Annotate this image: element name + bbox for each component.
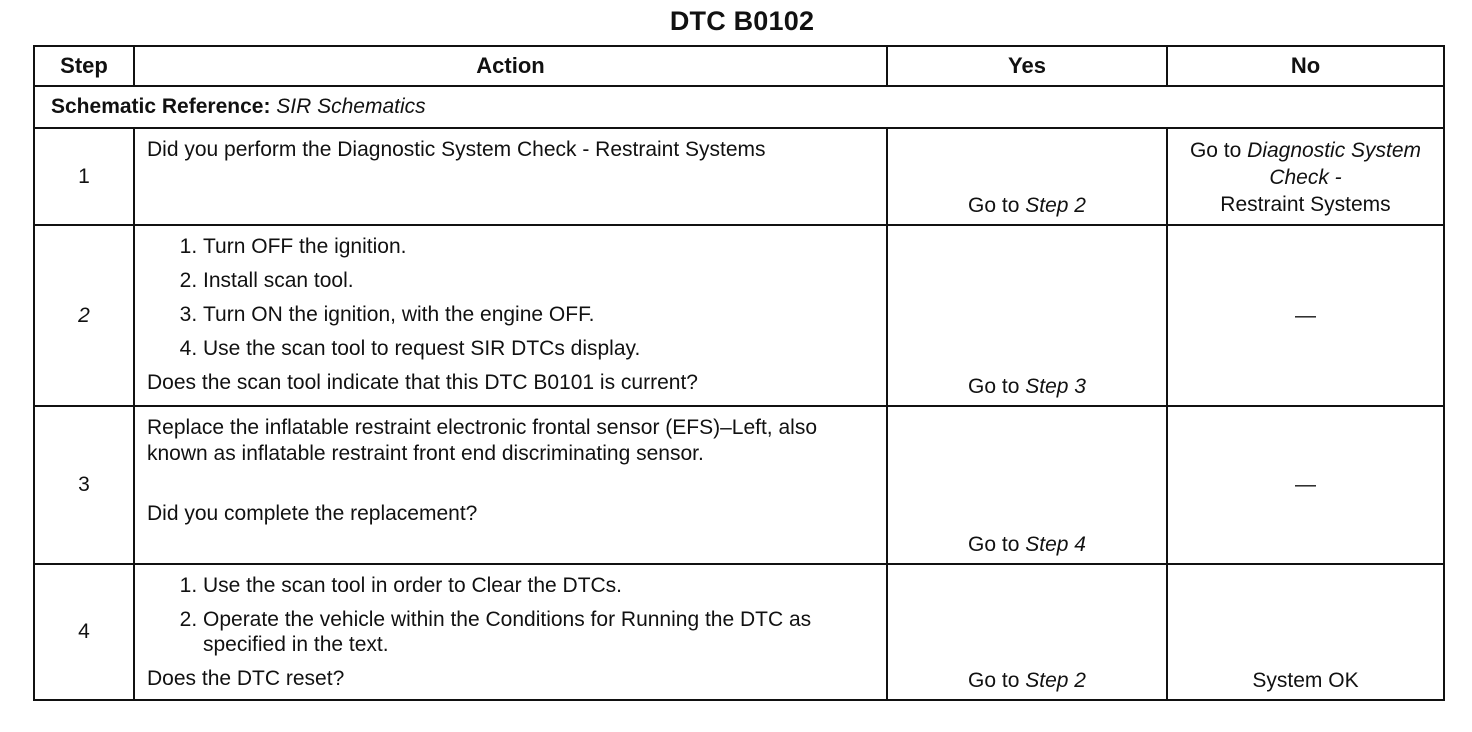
action-step-item: 4. Use the scan tool to request SIR DTCs display. (203, 336, 876, 361)
no-suffix: Restraint Systems (1220, 193, 1391, 216)
action-step-item: 3. Turn ON the ignition, with the engine OFF. (203, 302, 876, 327)
no-dash: — (1295, 473, 1316, 496)
yes-step-link[interactable]: Step 2 (1025, 194, 1086, 217)
yes-cell (887, 564, 1167, 700)
header-step: Step (34, 46, 134, 86)
action-step-item: 2. Install scan tool. (203, 268, 876, 293)
action-step-list (147, 234, 876, 361)
schematic-reference-link[interactable]: SIR Schematics (276, 95, 426, 118)
yes-step-link[interactable]: Step 4 (1025, 533, 1086, 556)
yes-step-link[interactable]: Step 2 (1025, 669, 1086, 692)
action-cell (134, 225, 887, 406)
action-question: Does the scan tool indicate that this DTC B0101 is current? (147, 371, 698, 394)
table-row (34, 225, 1444, 406)
table-row (34, 564, 1444, 700)
no-diagnostic-link[interactable]: Diagnostic System Check - (1247, 139, 1422, 189)
no-cell (1167, 128, 1444, 225)
schematic-reference (34, 86, 1444, 128)
action-cell (134, 564, 887, 700)
yes-cell (887, 225, 1167, 406)
action-instruction: Replace the inflatable restraint electronic frontal sensor (EFS)–Left, also known as inflatable restraint front end discriminating sensor. (147, 416, 818, 465)
yes-prefix: Go to (968, 533, 1020, 556)
header-yes: Yes (887, 46, 1167, 86)
no-cell (1167, 406, 1444, 564)
action-question: Did you complete the replacement? (147, 502, 478, 525)
step-number: 4 (34, 564, 134, 700)
table-row (34, 406, 1444, 564)
yes-prefix: Go to (968, 669, 1020, 692)
action-step-item: 2. Operate the vehicle within the Conditions for Running the DTC as specified in the text. (203, 607, 843, 657)
yes-cell (887, 128, 1167, 225)
header-action: Action (134, 46, 887, 86)
action-question: Does the DTC reset? (147, 667, 345, 690)
table-row (34, 128, 1444, 225)
step-number: 3 (34, 406, 134, 564)
yes-prefix: Go to (968, 194, 1020, 217)
action-cell (134, 128, 887, 225)
yes-cell (887, 406, 1167, 564)
no-result: System OK (1252, 669, 1359, 692)
no-cell (1167, 564, 1444, 700)
no-dash: — (1295, 303, 1316, 327)
diagnostic-table (33, 45, 1445, 701)
action-cell (134, 406, 887, 564)
action-step-item: 1. Use the scan tool in order to Clear the DTCs. (203, 573, 876, 598)
action-step-list (147, 573, 876, 657)
document-title: DTC B0102 (669, 6, 815, 36)
schematic-reference-label: Schematic Reference: (51, 95, 271, 118)
table-header-row (34, 46, 1444, 86)
no-cell (1167, 225, 1444, 406)
yes-prefix: Go to (968, 375, 1020, 398)
step-number: 1 (34, 128, 134, 225)
no-prefix: Go to (1189, 139, 1242, 162)
schematic-reference-row (34, 86, 1444, 128)
header-no: No (1167, 46, 1444, 86)
yes-step-link[interactable]: Step 3 (1025, 375, 1086, 398)
step-number: 2 (34, 225, 134, 406)
action-step-item: 1. Turn OFF the ignition. (203, 234, 876, 259)
action-question: Did you perform the Diagnostic System Check - Restraint Systems (147, 138, 766, 161)
